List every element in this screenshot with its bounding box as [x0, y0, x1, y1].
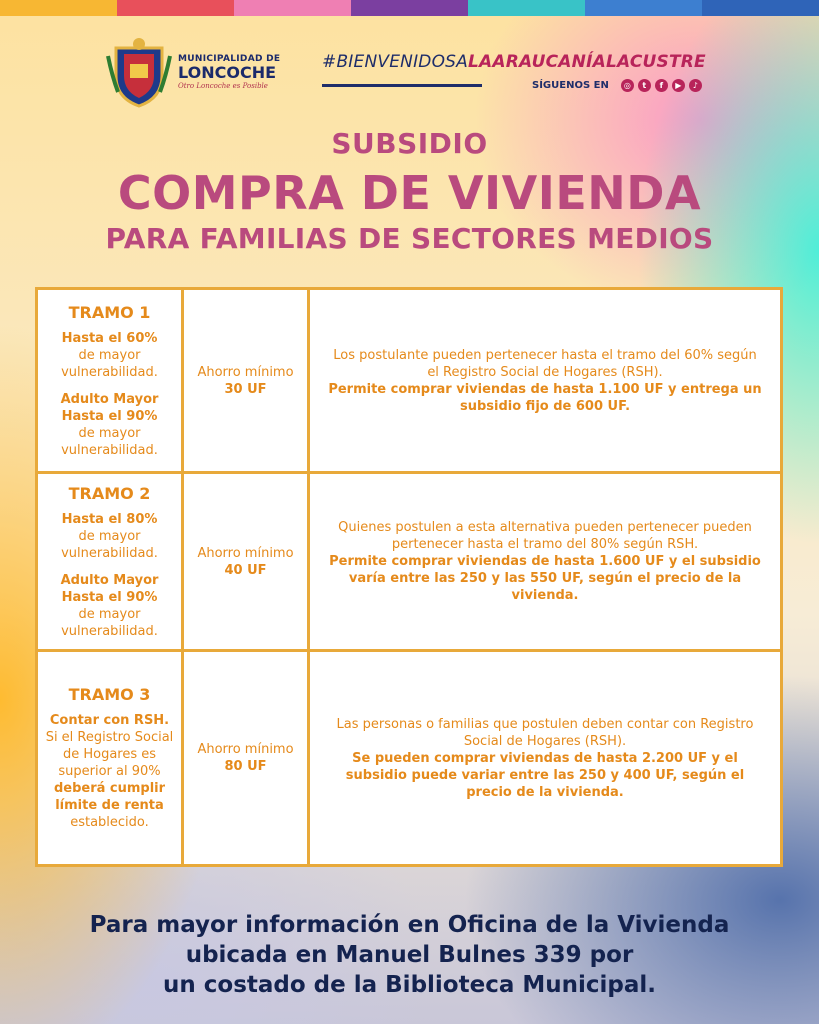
- description-cell: [309, 289, 782, 473]
- requirement-2-text: de mayor vulnerabilidad.: [61, 425, 158, 458]
- requirement-1: [44, 511, 175, 562]
- footer-line-1: Para mayor información en Oficina de la Vivienda: [89, 912, 730, 938]
- table-row: [37, 473, 782, 651]
- ahorro-cell: [183, 651, 309, 866]
- tramo-name: TRAMO 3: [68, 685, 151, 704]
- ahorro-value: 30 UF: [224, 381, 267, 397]
- title-main: COMPRA DE VIVIENDA: [117, 166, 702, 220]
- description-bold: Se pueden comprar viviendas de hasta 2.200 UF y el subsidio puede variar entre las 250 y 400 UF, según el precio de la vivienda.: [345, 750, 745, 800]
- ahorro-label: Ahorro mínimo: [197, 742, 294, 757]
- logo-line-2: LONCOCHE: [178, 63, 277, 82]
- follow-label: SÍGUENOS EN: [532, 80, 609, 91]
- table-row: [37, 289, 782, 473]
- color-stripe: [702, 0, 819, 16]
- description-bold: Permite comprar viviendas de hasta 1.600 UF y el subsidio varía entre las 250 y las 550 UF, según el precio de la vivienda.: [329, 554, 761, 603]
- youtube-icon[interactable]: ▶: [672, 79, 685, 92]
- color-stripe: [468, 0, 585, 16]
- color-stripe: [117, 0, 234, 16]
- social-follow: [532, 79, 702, 92]
- description-cell: [309, 473, 782, 651]
- requirement-1-bold: Hasta el 60%: [61, 330, 158, 346]
- ahorro-cell: [183, 473, 309, 651]
- requirement-1: [44, 712, 175, 831]
- hashtag-prefix: #BIENVENIDOSA: [322, 52, 468, 72]
- requirement-1-bold: Contar con RSH.: [49, 713, 170, 728]
- table-row: [37, 651, 782, 866]
- top-color-bar: [0, 0, 819, 16]
- requirement-2: [44, 391, 175, 459]
- ahorro-value: 40 UF: [224, 562, 267, 578]
- logo-line-1: MUNICIPALIDAD DE: [178, 54, 281, 64]
- coat-of-arms-icon: [106, 36, 172, 108]
- tramo-requirements: [37, 473, 183, 651]
- requirement-1-bold: Hasta el 80%: [61, 511, 158, 527]
- requirement-2-text: de mayor vulnerabilidad.: [61, 606, 158, 639]
- tiktok-icon[interactable]: ♪: [689, 79, 702, 92]
- description-cell: [309, 651, 782, 866]
- logo-slogan: Otro Loncoche es Posible: [178, 82, 268, 90]
- tramo-requirements: [37, 289, 183, 473]
- footer-line-2: ubicada en Manuel Bulnes 339 por: [185, 942, 634, 968]
- requirement-2-bold: Adulto Mayor Hasta el 90%: [60, 391, 159, 424]
- requirement-1: [44, 330, 175, 381]
- twitter-icon[interactable]: t: [638, 79, 651, 92]
- description-text: Quienes postulen a esta alternativa pueden pertenecer pueden pertenecer hasta el tramo del 80% según RSH.: [338, 520, 752, 552]
- color-stripe: [234, 0, 351, 16]
- hashtag-highlight: LAARAUCANÍALACUSTRE: [467, 52, 706, 72]
- title-subsidio: SUBSIDIO: [331, 127, 488, 160]
- color-stripe: [351, 0, 468, 16]
- ahorro-label: Ahorro mínimo: [197, 364, 294, 380]
- ahorro-value: 80 UF: [224, 759, 267, 774]
- requirement-1-text: de mayor vulnerabilidad.: [61, 528, 158, 561]
- color-stripe: [0, 0, 117, 16]
- color-stripe: [585, 0, 702, 16]
- footer-line-3: un costado de la Biblioteca Municipal.: [163, 972, 656, 998]
- requirement-1-text: de mayor vulnerabilidad.: [61, 347, 158, 380]
- facebook-icon[interactable]: f: [655, 79, 668, 92]
- requirement-2: [44, 572, 175, 640]
- description-text: Las personas o familias que postulen deben contar con Registro Social de Hogares (RSH).: [336, 716, 754, 749]
- tramo-requirements: [37, 651, 183, 866]
- ahorro-cell: [183, 289, 309, 473]
- requirement-1-text: Si el Registro Social de Hogares es superior al 90%: [45, 730, 174, 779]
- instagram-icon[interactable]: ◎: [621, 79, 634, 92]
- requirement-2-text: establecido.: [70, 815, 149, 830]
- ahorro-label: Ahorro mínimo: [197, 545, 294, 561]
- description-text: Los postulante pueden pertenecer hasta el tramo del 60% según el Registro Social de Hogares (RSH).: [333, 347, 757, 380]
- footer-info: [0, 910, 819, 1000]
- hashtag: [322, 52, 706, 72]
- description-bold: Permite comprar viviendas de hasta 1.100 UF y entrega un subsidio fijo de 600 UF.: [328, 381, 762, 414]
- municipality-logo: [106, 36, 280, 108]
- tramos-table: [35, 287, 783, 867]
- requirement-2-bold: Adulto Mayor Hasta el 90%: [60, 572, 159, 605]
- title-subtitle: PARA FAMILIAS DE SECTORES MEDIOS: [105, 222, 714, 255]
- tramo-name: TRAMO 2: [68, 483, 151, 503]
- hashtag-underline: [322, 84, 482, 87]
- requirement-2-bold: deberá cumplir límite de renta: [53, 781, 166, 813]
- tramo-name: TRAMO 1: [68, 302, 151, 322]
